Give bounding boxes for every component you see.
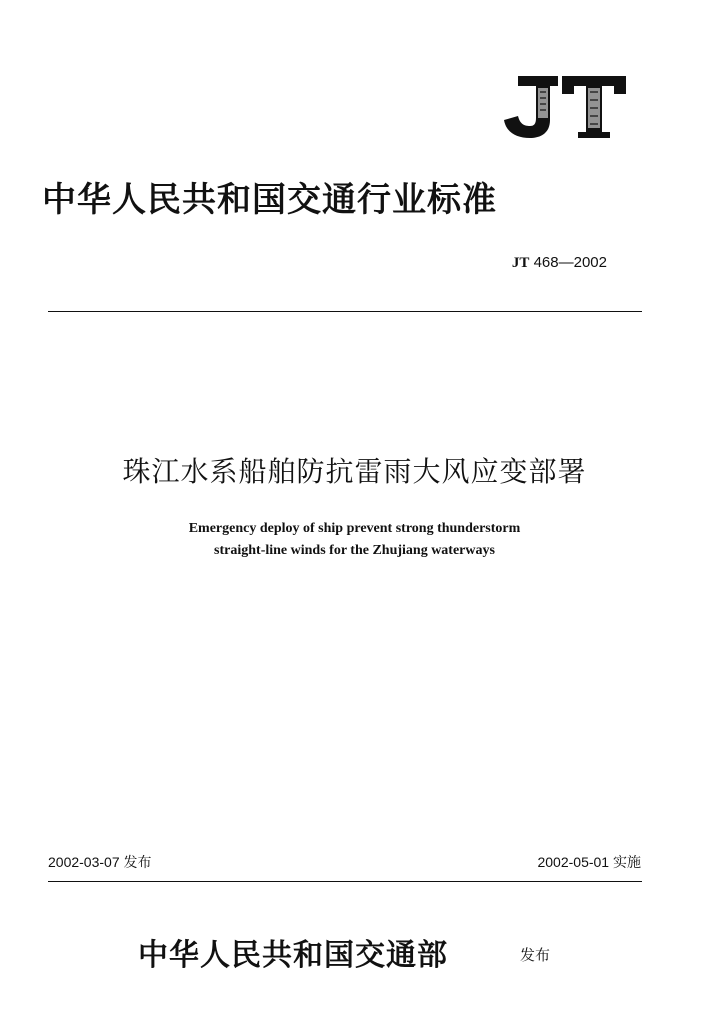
header-divider — [48, 311, 642, 312]
standard-number-prefix: JT — [511, 255, 530, 271]
issue-date: 2002-03-07 发布 — [48, 854, 152, 870]
logo-letter-j — [504, 76, 558, 138]
document-title-chinese: 珠江水系船舶防抗雷雨大风应变部署 — [122, 455, 587, 488]
implementation-date: 2002-05-01 实施 — [537, 854, 641, 870]
standard-category-title: 中华人民共和国交通行业标准 — [42, 180, 497, 220]
issuing-authority-suffix: 发布 — [520, 946, 551, 964]
document-title-english-line2: straight-line winds for the Zhujiang waterways — [214, 543, 495, 558]
document-title-english — [0, 518, 709, 562]
jt-standard-logo — [500, 74, 630, 140]
standard-number — [512, 254, 607, 272]
issuing-authority: 中华人民共和国交通部 — [138, 938, 448, 973]
standard-number-value: 468—2002 — [533, 254, 607, 271]
footer-divider — [48, 881, 642, 882]
document-title-english-line1: Emergency deploy of ship prevent strong thunderstorm — [188, 521, 521, 536]
